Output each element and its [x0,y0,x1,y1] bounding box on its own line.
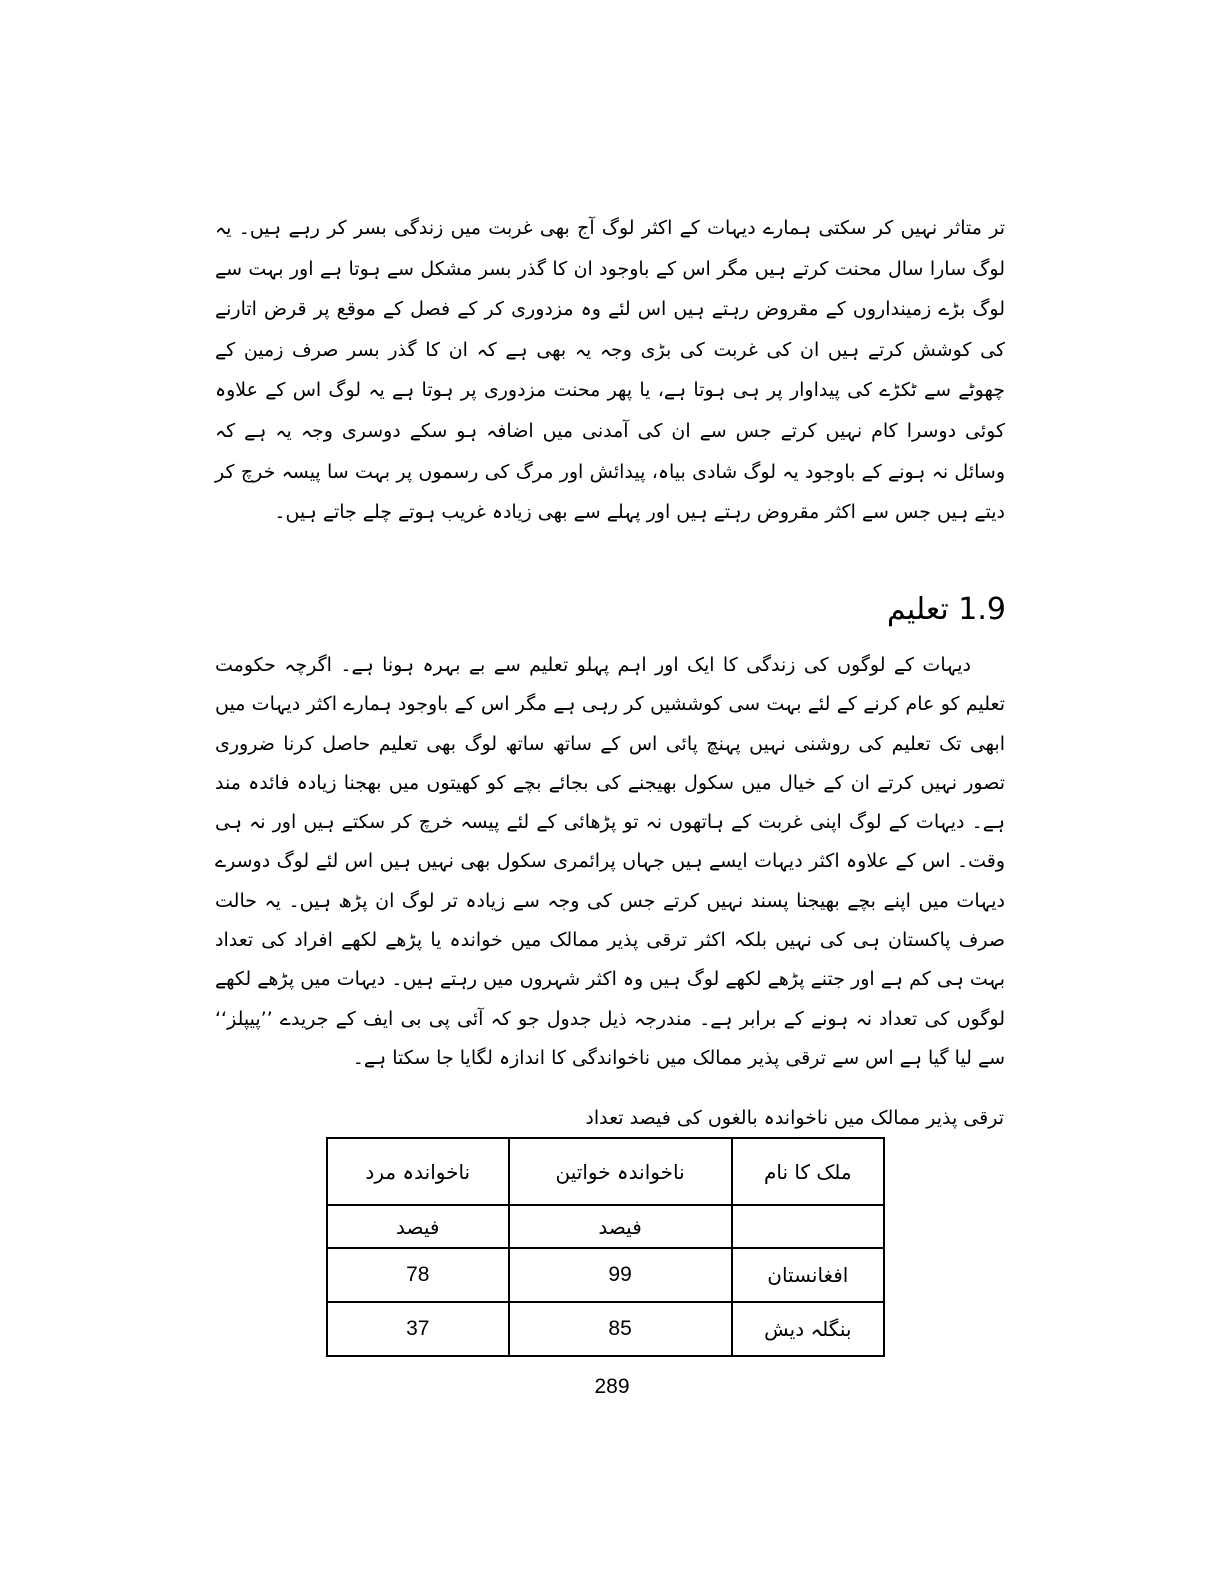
paragraph-1-text: تر متاثر نہیں کر سکتی ہمارے دیہات کے اکثر لوگ آج بھی غربت میں زندگی بسر کر رہے ہیں۔ یہ لوگ سارا سال محنت کرتے ہیں مگر اس کے باوجود ان کا گذر بسر مشکل سے ہوتا ہے اور بہت سے لوگ بڑے زمینداروں کے مقروض رہتے ہیں اس لئے وہ مزدوری کر کے فصل کے موقع پر قرض اتارنے کی کوشش کرتے ہیں ان کی غربت کی بڑی وجہ یہ بھی ہے کہ ان کا گذر بسر صرف زمین کے چھوٹے سے ٹکڑے کی پیداوار پر ہی ہوتا ہے، یا پھر محنت مزدوری پر ہوتا ہے یہ لوگ اس کے علاوہ کوئی دوسرا کام نہیں کرتے جس سے ان کی آمدنی میں اضافہ ہو سکے دوسری وجہ یہ ہے کہ وسائل نہ ہونے کے باوجود یہ لوگ شادی بیاہ، پیدائش اور مرگ کی رسموں پر بہت سا پیسہ خرچ کر دیتے ہیں جس سے اکثر مقروض رہتے ہیں اور پہلے سے بھی زیادہ غریب ہوتے چلے جاتے ہیں۔ [215,217,1005,524]
paragraph-2 [215,646,1005,1078]
paragraph-1 [215,208,1005,533]
unit-country [732,1205,884,1248]
cell-men: 37 [327,1302,509,1356]
table-header-row [327,1138,884,1205]
header-men: ناخواندہ مرد [327,1138,509,1205]
table-row [327,1248,884,1302]
cell-country: افغانستان [732,1248,884,1302]
table-unit-row [327,1205,884,1248]
header-country: ملک کا نام [732,1138,884,1205]
literacy-table [326,1137,885,1357]
cell-women: 85 [509,1302,732,1356]
table-row [327,1302,884,1356]
unit-women: فیصد [509,1205,732,1248]
cell-women: 99 [509,1248,732,1302]
table-caption: ترقی پذیر ممالک میں ناخواندہ بالغوں کی فیصد تعداد [585,1107,1004,1129]
section-heading: 1.9 تعلیم [886,592,1006,627]
page-number: 289 [594,1375,630,1398]
paragraph-2-text: دیہات کے لوگوں کی زندگی کا ایک اور اہم پہلو تعلیم سے بے بہرہ ہونا ہے۔ اگرچہ حکومت تعلیم کو عام کرنے کے لئے بہت سی کوششیں کر رہی ہے مگر اس کے باوجود ہمارے اکثر دیہات میں ابھی تک تعلیم کی روشنی نہیں پہنچ پائی اس کے ساتھ ساتھ لوگ بھی تعلیم حاصل کرنا ضروری تصور نہیں کرتے ان کے خیال میں سکول بھیجنے کی بجائے بچے کو کھیتوں میں بھجنا زیادہ فائدہ مند ہے۔ دیہات کے لوگ اپنی غربت کے ہاتھوں نہ تو پڑھائی کے لئے پیسہ خرچ کر سکتے ہیں اور نہ ہی وقت۔ اس کے علاوہ اکثر دیہات ایسے ہیں جہاں پرائمری سکول بھی نہیں ہیں اس لئے لوگ دوسرے دیہات میں اپنے بچے بھیجنا پسند نہیں کرتے جس کی وجہ سے زیادہ تر لوگ ان پڑھ ہیں۔ یہ حالت صرف پاکستان ہی کی نہیں بلکہ اکثر ترقی پذیر ممالک میں خواندہ یا پڑھے لکھے افراد کی تعداد بہت ہی کم ہے اور جتنے پڑھے لکھے لوگ ہیں وہ اکثر شہروں میں رہتے ہیں۔ دیہات میں پڑھے لکھے لوگوں کی تعداد نہ ہونے کے برابر ہے۔ مندرجہ ذیل جدول جو کہ آئی پی بی ایف کے جریدے ’’پیپلز‘‘ سے لیا گیا ہے اس سے ترقی پذیر ممالک میں ناخواندگی کا اندازہ لگایا جا سکتا ہے۔ [215,654,1005,1069]
cell-country: بنگلہ دیش [732,1302,884,1356]
cell-men: 78 [327,1248,509,1302]
unit-men: فیصد [327,1205,509,1248]
header-women: ناخواندہ خواتین [509,1138,732,1205]
